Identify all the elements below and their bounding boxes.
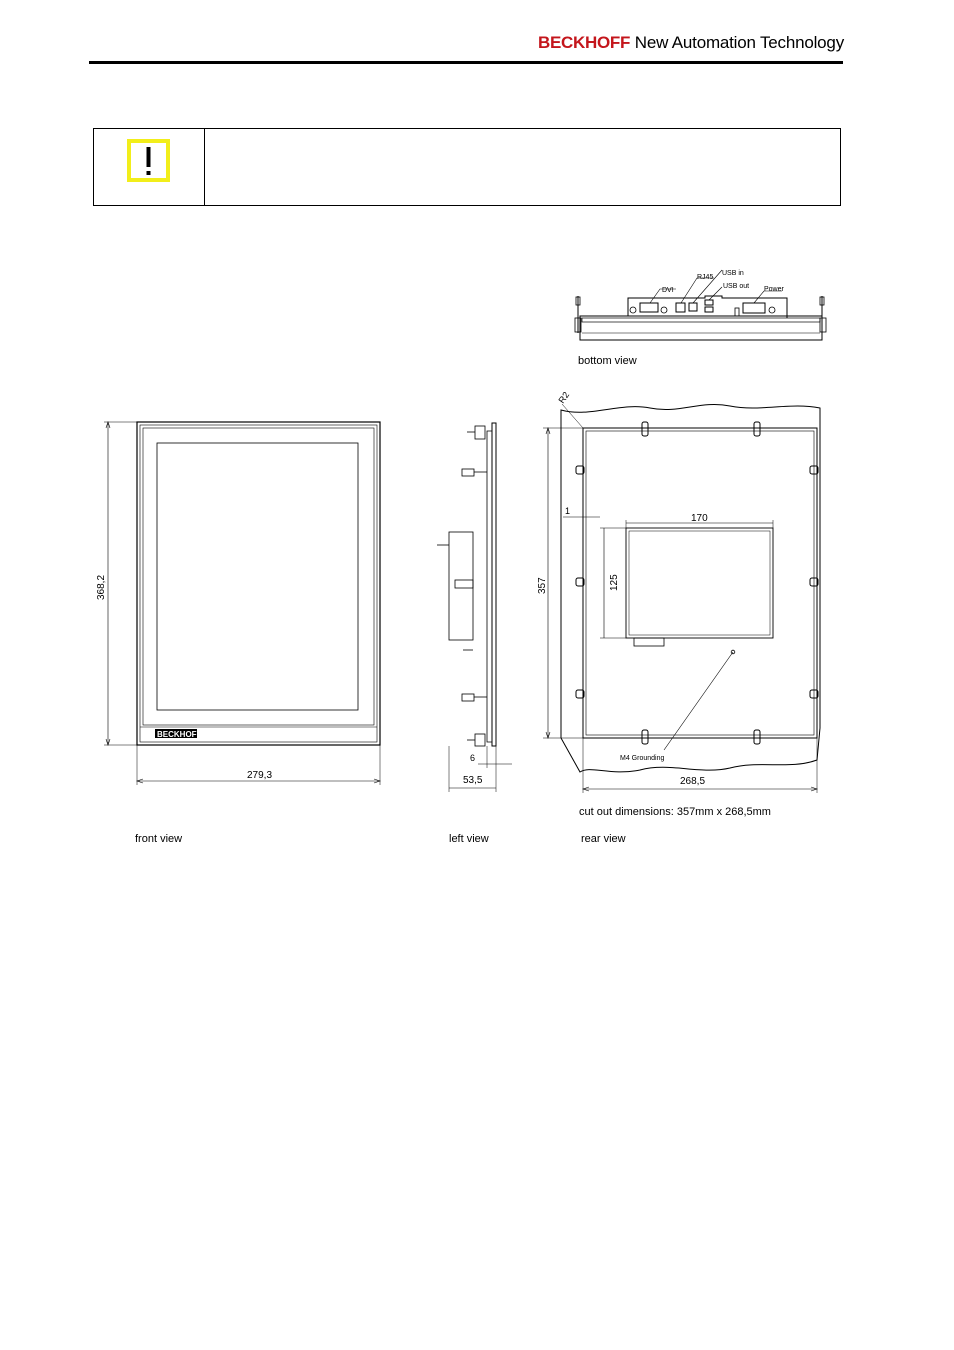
- brand-logo: BECKHOFF: [538, 33, 631, 52]
- bottom-view-caption: bottom view: [578, 355, 637, 367]
- rear-width-dim: 268,5: [680, 776, 706, 787]
- front-width-dim: 279,3: [247, 770, 273, 781]
- port-label-usb-in: USB in: [722, 270, 744, 277]
- front-view: [104, 422, 380, 785]
- left-view-caption: left view: [449, 833, 489, 845]
- front-height-dim: 368,2: [96, 574, 107, 600]
- port-label-dvi: DVI: [662, 287, 674, 294]
- front-view-caption: front view: [135, 833, 183, 845]
- grounding-label: M4 Grounding: [620, 755, 665, 762]
- rear-box-height-dim: 125: [609, 574, 620, 591]
- rear-view: [543, 404, 820, 793]
- left-view: [437, 423, 512, 792]
- front-logo: BECKHOFF: [157, 730, 202, 739]
- cutout-dimensions: cut out dimensions: 357mm x 268,5mm: [579, 806, 771, 818]
- rear-radius-label: R2: [556, 389, 572, 406]
- left-front-dim: 6: [470, 753, 476, 763]
- left-depth-dim: 53,5: [463, 775, 483, 786]
- rear-height-dim: 357: [537, 577, 548, 594]
- rear-view-caption: rear view: [581, 833, 626, 845]
- rear-offset-dim: 1: [565, 506, 571, 516]
- brand-tagline: New Automation Technology: [634, 33, 844, 52]
- rear-box-width-dim: 170: [691, 513, 708, 524]
- port-label-power: Power: [764, 286, 784, 293]
- port-label-rj45: RJ45: [697, 274, 714, 281]
- port-label-usb-out: USB out: [723, 283, 750, 290]
